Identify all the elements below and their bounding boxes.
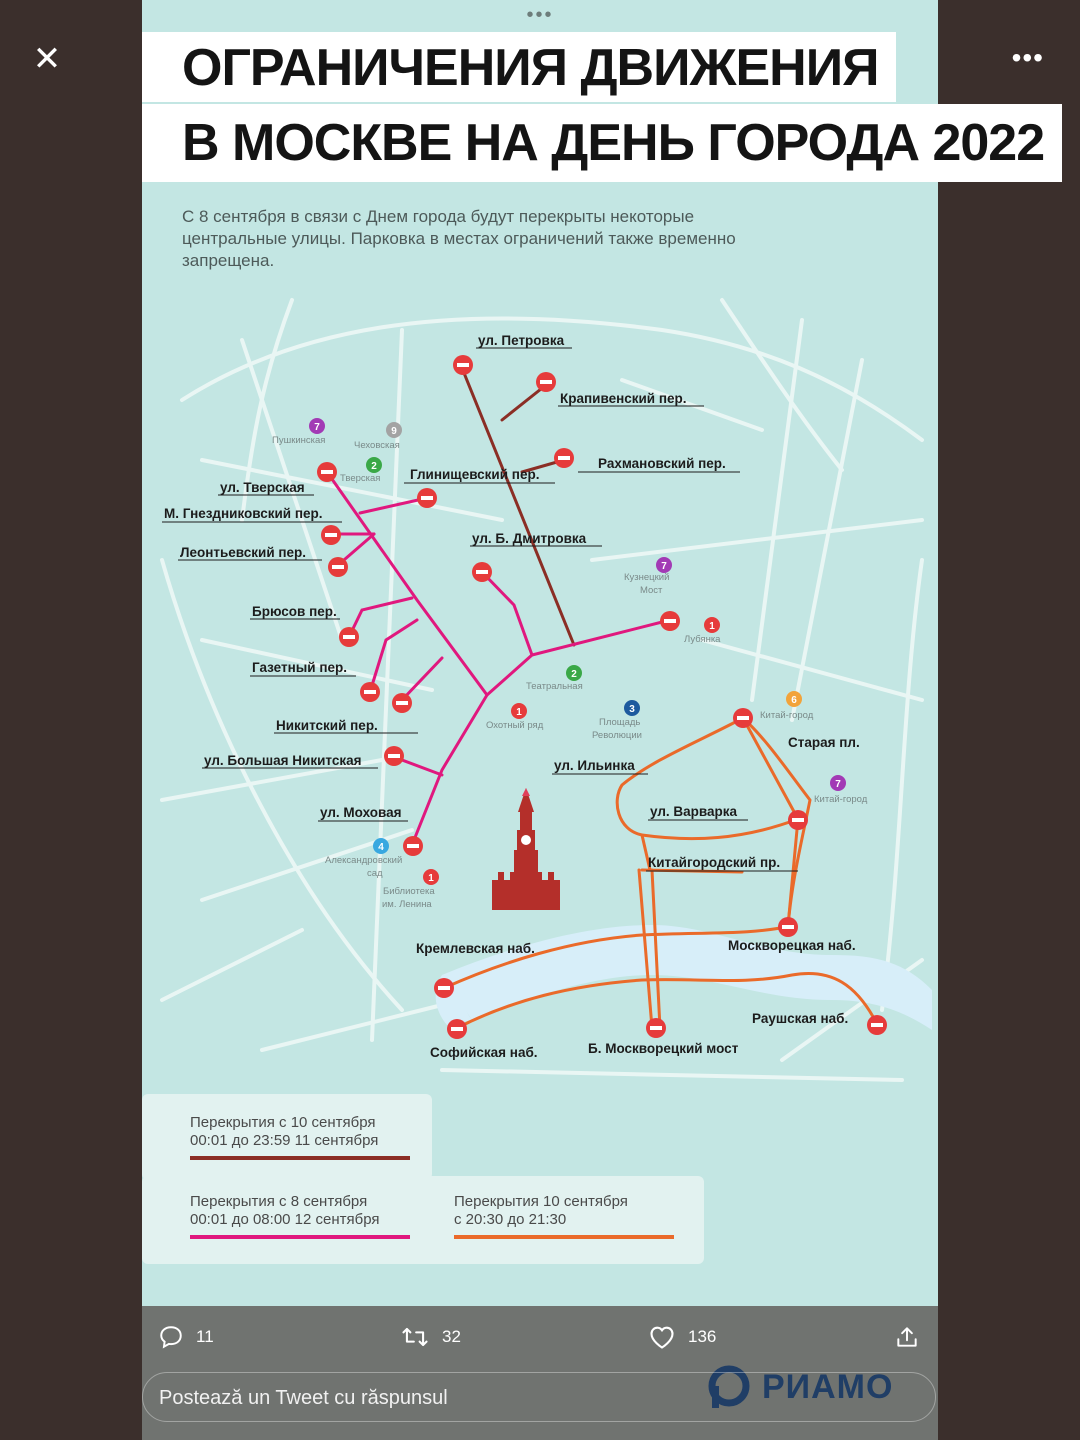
street-label: Брюсов пер.: [252, 604, 337, 619]
close-icon[interactable]: ✕: [32, 40, 62, 78]
street-label: Софийская наб.: [430, 1045, 538, 1060]
subtitle: С 8 сентября в связи с Днем города будут перекрыты некоторые центральные улицы. Парковка в местах ограничений также временно запрещена.: [182, 207, 736, 270]
legend-dark-red-line2: 00:01 до 23:59 11 сентября: [190, 1132, 379, 1149]
metro-line-number: 4: [378, 842, 384, 853]
legend-magenta-line1: Перекрытия с 8 сентября: [190, 1193, 368, 1210]
station-label: Китай-город: [760, 710, 814, 721]
station-label: Революции: [592, 730, 642, 741]
retweet-icon: [400, 1324, 430, 1350]
reply-count: 11: [196, 1327, 214, 1346]
reply-icon: [158, 1324, 184, 1350]
legend-dark-red-line1: Перекрытия с 10 сентября: [190, 1114, 376, 1131]
metro-line-number: 7: [835, 779, 841, 790]
street-label: ул. Ильинка: [554, 758, 635, 773]
closed-sign-icon: [472, 562, 492, 582]
street-label: Б. Москворецкий мост: [588, 1041, 739, 1056]
street-label: Никитский пер.: [276, 718, 378, 733]
closed-sign-icon: [321, 525, 341, 545]
station-label: Мост: [640, 585, 663, 596]
like-count: 136: [688, 1327, 717, 1346]
street-label: Газетный пер.: [252, 660, 348, 675]
station-label: Кузнецкий: [624, 572, 670, 583]
metro-line-number: 9: [391, 426, 397, 437]
retweet-count: 32: [442, 1327, 461, 1346]
street-label: Раушская наб.: [752, 1011, 849, 1026]
closed-sign-icon: [417, 488, 437, 508]
legend-dark-red-swatch: [190, 1156, 410, 1160]
closed-sign-icon: [328, 557, 348, 577]
legend-magenta-swatch: [190, 1235, 410, 1239]
closed-sign-icon: [788, 810, 808, 830]
heart-icon: [648, 1324, 676, 1350]
station-label: Площадь: [599, 717, 641, 728]
closed-sign-icon: [778, 917, 798, 937]
street-label: ул. Моховая: [320, 805, 402, 820]
reply-button[interactable]: [158, 1324, 214, 1350]
street-labels: [162, 333, 860, 1060]
street-label: ул. Петровка: [478, 333, 565, 348]
metro-line-number: 2: [371, 461, 377, 472]
riamo-logo-text: РИАМО: [762, 1367, 894, 1406]
metro-line-number: 1: [428, 873, 434, 884]
street-label: ул. Тверская: [220, 480, 305, 495]
closed-sign-icon: [447, 1019, 467, 1039]
street-label: Москворецкая наб.: [728, 938, 856, 953]
station-label: Александровский: [325, 855, 403, 866]
closed-sign-icon: [733, 708, 753, 728]
metro-line-number: 7: [314, 422, 320, 433]
closed-sign-icon: [660, 611, 680, 631]
metro-line-number: 6: [791, 695, 797, 706]
more-options-icon[interactable]: •••: [1011, 42, 1044, 73]
street-label: Глинищевский пер.: [410, 467, 540, 482]
street-label: Рахмановский пер.: [598, 456, 726, 471]
closed-sign-icon: [536, 372, 556, 392]
closed-sign-icon: [554, 448, 574, 468]
street-label: Китайгородский пр.: [648, 855, 781, 870]
metro-line-number: 1: [709, 621, 715, 632]
title-line-1: ОГРАНИЧЕНИЯ ДВИЖЕНИЯ: [142, 32, 896, 102]
street-label: ул. Варварка: [650, 804, 738, 819]
station-label: сад: [367, 868, 383, 879]
station-label: Лубянка: [684, 634, 721, 645]
title-line-2: В МОСКВЕ НА ДЕНЬ ГОРОДА 2022: [142, 104, 1062, 182]
metro-line-number: 1: [516, 707, 522, 718]
closed-sign-icon: [453, 355, 473, 375]
street-label: М. Гнездниковский пер.: [164, 506, 323, 521]
closures-dark-red: [462, 368, 574, 645]
retweet-button[interactable]: [400, 1324, 461, 1350]
street-label: Старая пл.: [788, 735, 860, 750]
like-button[interactable]: [648, 1324, 716, 1350]
station-label: Пушкинская: [272, 435, 326, 446]
street-label: ул. Б. Дмитровка: [472, 531, 587, 546]
closed-sign-icon: [384, 746, 404, 766]
closed-sign-icon: [646, 1018, 666, 1038]
closed-sign-icon: [360, 682, 380, 702]
metro-line-number: 7: [661, 561, 667, 572]
metro-line-number: 2: [571, 669, 577, 680]
closed-sign-icon: [434, 978, 454, 998]
station-label: им. Ленина: [382, 899, 432, 910]
station-label: Китай-город: [814, 794, 868, 805]
reply-input[interactable]: Postează un Tweet cu răspunsul: [142, 1372, 936, 1422]
station-label: Библиотека: [383, 886, 435, 897]
infographic-card: [142, 0, 1045, 1440]
kremlin-tower-icon: [492, 788, 560, 910]
closed-sign-icon: [867, 1015, 887, 1035]
share-icon: [894, 1324, 920, 1350]
street-label: Леонтьевский пер.: [180, 545, 307, 560]
metro-line-number: 3: [629, 704, 635, 715]
closed-sign-icon: [317, 462, 337, 482]
station-label: Театральная: [526, 681, 583, 692]
legend-orange-swatch: [454, 1235, 674, 1239]
station-label: Охотный ряд: [486, 720, 544, 731]
legend-orange-line1: Перекрытия 10 сентября: [454, 1193, 628, 1210]
street-label: Кремлевская наб.: [416, 941, 535, 956]
station-label: Чеховская: [354, 440, 400, 451]
closed-sign-icon: [403, 836, 423, 856]
station-label: Тверская: [340, 473, 381, 484]
legend-magenta-line2: 00:01 до 08:00 12 сентября: [190, 1211, 380, 1228]
street-label: Крапивенский пер.: [560, 391, 687, 406]
legend-orange-line2: с 20:30 до 21:30: [454, 1211, 567, 1228]
closed-sign-icon: [392, 693, 412, 713]
share-button[interactable]: [894, 1324, 920, 1350]
media-more-icon[interactable]: •••: [526, 4, 554, 26]
street-label: ул. Большая Никитская: [204, 753, 362, 768]
closed-sign-icon: [339, 627, 359, 647]
